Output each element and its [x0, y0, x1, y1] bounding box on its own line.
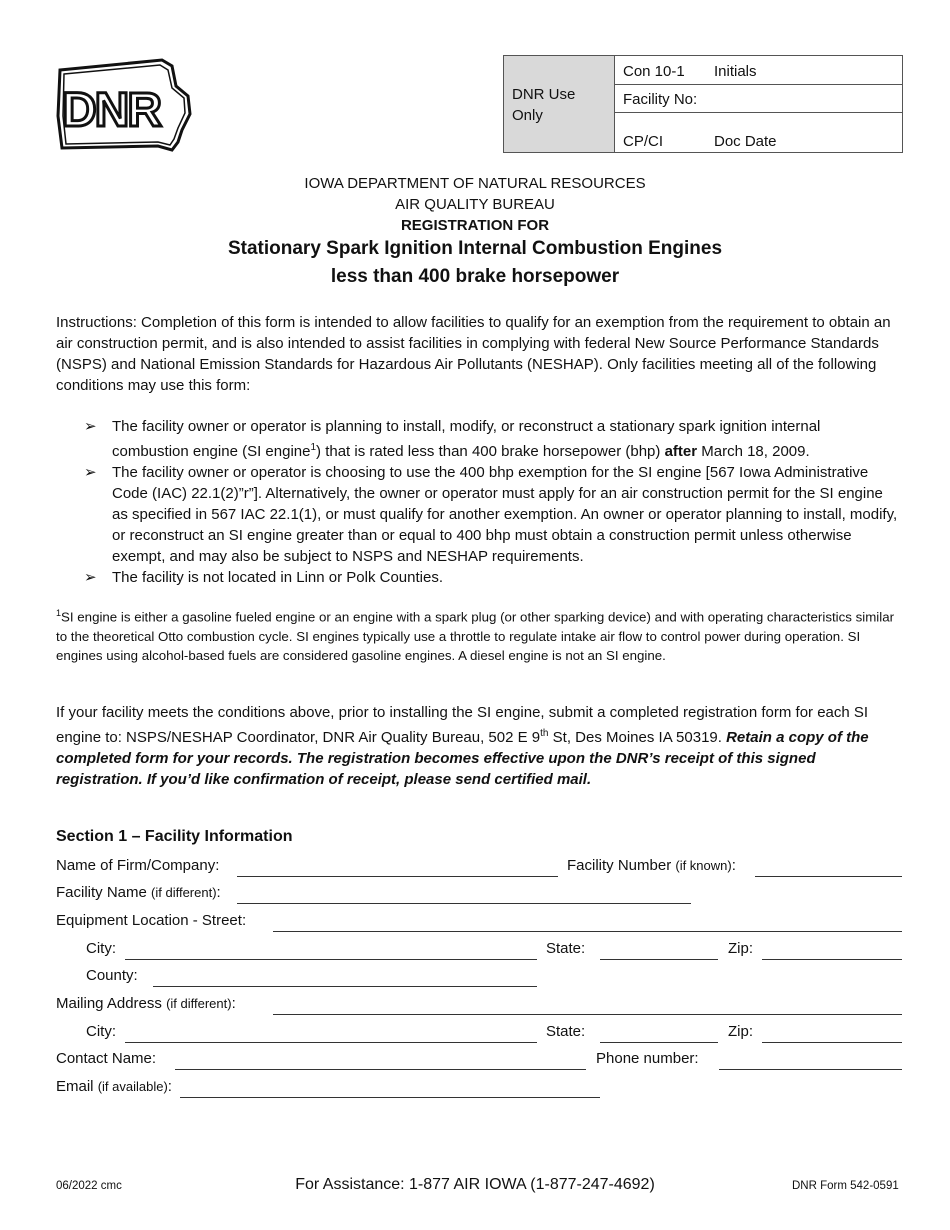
firm-input[interactable]: [237, 876, 558, 877]
bureau-name: AIR QUALITY BUREAU: [395, 196, 555, 213]
phone-number-label: Phone number:: [596, 1050, 699, 1067]
dnr-logo: [54, 56, 194, 154]
zip-label: Zip:: [728, 940, 754, 957]
equipment-location-label: Equipment Location - Street:: [56, 912, 247, 929]
county-input[interactable]: [153, 986, 537, 987]
iowa-outline-logo-icon: [54, 56, 194, 154]
equipment-street-input[interactable]: [273, 931, 902, 932]
si-engine-footnote: $^1$SI engine is either a gasoline fueled engine or an engine with a spark plug (or other sparking device) and with operating characteristics similar to the theoretical Otto combustion cycle. SI engines typically use a throttle to regulate intake air flow to control power during operation. SI engines using alcohol-based fuels are considered gasoline engines. A diesel engine is not an SI engine.: [56, 608, 895, 664]
doc-date-label: Doc Date: [714, 133, 777, 150]
facility-name-label: Facility Name (if different):: [56, 884, 221, 901]
facility-number-label: Facility Number (if known):: [567, 857, 736, 874]
cp-ci-label: CP/CI: [623, 133, 664, 150]
form-number: DNR Form 542-0591: [792, 1180, 899, 1192]
mailing-state-label: State:: [546, 1023, 586, 1040]
facility-name-input[interactable]: [237, 903, 691, 904]
revision-date: 06/2022 cmc: [56, 1180, 122, 1192]
phone-number-input[interactable]: [719, 1069, 902, 1070]
conditions-list: [84, 416, 899, 588]
instructions-paragraph: Instructions: Completion of this form is intended to allow facilities to qualify for an exemption from the requirement to obtain an air construction permit, and is also intended to assist facilities in complying with federal New Source Performance Standards (NSPS) and National Emission Standards for Hazardous Air Pollutants (NESHAP). Only facilities meeting all of the following conditions may use this form:: [56, 314, 891, 394]
con-label: Con 10-1: [623, 63, 685, 80]
county-label: County:: [86, 967, 138, 984]
email-label: Email (if available):: [56, 1078, 172, 1095]
firm-label: Name of Firm/Company:: [56, 857, 220, 874]
contact-name-input[interactable]: [175, 1069, 586, 1070]
zip-input[interactable]: [762, 959, 902, 960]
list-item: ➢ The facility owner or operator is choosing to use the 400 bhp exemption for the SI engine [567 Iowa Administrative Code (IAC) 22.1(2)”r”]. Alternatively, the owner or operator must apply for an air construction permit for the SI engine as specified in 567 IAC 22.1(1), or must qualify for another exemption. An owner or operator planning to install, modify, or reconstruct an SI engine greater than or equal to 400 bhp must obtain a construction permit unless otherwise exempt, and may also be subject to NSPS and NESHAP requirements.: [84, 464, 898, 565]
list-item: ➢ The facility owner or operator is planning to install, modify, or reconstruct a stationary spark ignition internal combustion engine (SI engine$^1$) that is rated less than 400 brake horsepower (bhp) after March 18, 2009.: [84, 418, 821, 460]
contact-name-label: Contact Name:: [56, 1050, 157, 1067]
initials-label: Initials: [714, 63, 757, 80]
city-label: City:: [86, 940, 116, 957]
mailing-city-input[interactable]: [125, 1042, 537, 1043]
email-input[interactable]: [180, 1097, 600, 1098]
mailing-zip-label: Zip:: [728, 1023, 754, 1040]
mailing-state-input[interactable]: [600, 1042, 718, 1043]
assistance-phone: For Assistance: 1-877 AIR IOWA (1-877-247-4692): [295, 1176, 655, 1193]
state-label: State:: [546, 940, 586, 957]
mailing-zip-input[interactable]: [762, 1042, 902, 1043]
state-input[interactable]: [600, 959, 718, 960]
arrow-bullet-icon: ➢: [84, 464, 97, 481]
arrow-bullet-icon: ➢: [84, 569, 97, 586]
registration-heading: REGISTRATION FOR: [400, 217, 550, 234]
form-title: Stationary Spark Ignition Internal Combustion Engines: [227, 238, 723, 259]
list-item: ➢ The facility is not located in Linn or Polk Counties.: [84, 569, 444, 586]
mailing-city-label: City:: [86, 1023, 116, 1040]
mailing-address-label: Mailing Address (if different):: [56, 995, 236, 1012]
facility-number-input[interactable]: [755, 876, 902, 877]
city-input[interactable]: [125, 959, 537, 960]
facility-no-label: Facility No:: [623, 91, 698, 108]
section-1-title: Section 1 – Facility Information: [56, 828, 293, 845]
submission-paragraph: If your facility meets the conditions above, prior to installing the SI engine, submit a completed registration form for each SI engine to: NSPS/NESHAP Coordinator, DNR Air Quality Bureau, 502 E 9th St, Des Moines IA 50319. Retain a copy of the completed form for your records. The registration becomes effective upon the DNR’s receipt of this signed registration. If you’d like confirmation of receipt, please send certified mail.: [56, 704, 869, 788]
dnr-use-only-box: [503, 55, 903, 153]
mailing-address-input[interactable]: [273, 1014, 902, 1015]
arrow-bullet-icon: ➢: [84, 418, 97, 435]
svg-text:DNR: DNR: [62, 84, 160, 137]
dnr-use-only-label: DNR Use Only: [504, 56, 615, 152]
form-subtitle: less than 400 brake horsepower: [330, 266, 620, 287]
department-name: IOWA DEPARTMENT OF NATURAL RESOURCES: [304, 175, 646, 192]
